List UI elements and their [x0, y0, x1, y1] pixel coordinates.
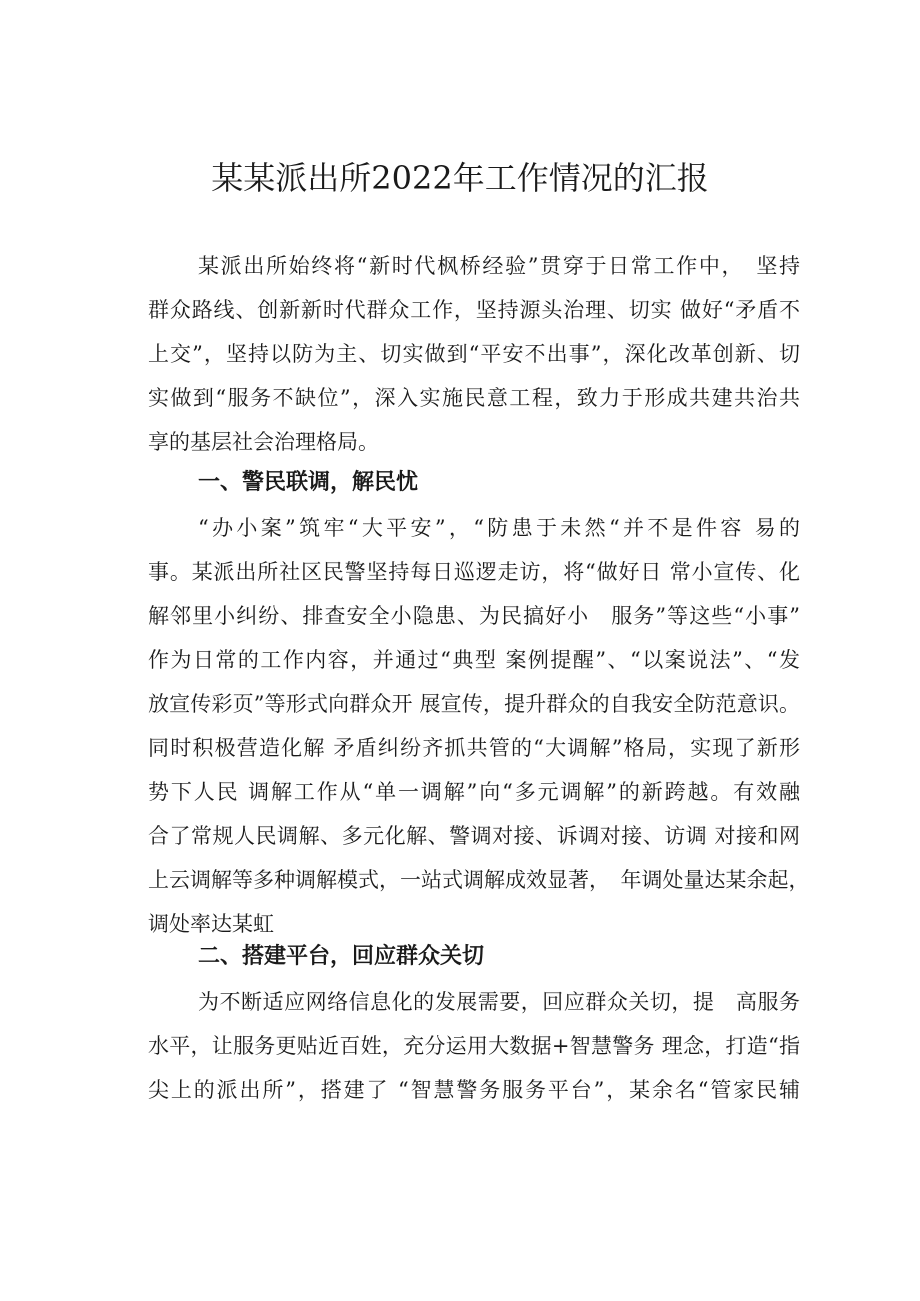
paragraph-line: 作为日常的工作内容，并通过“典型 案例提醒”、“以案说法”、“发 — [148, 648, 800, 672]
section-2-paragraph — [148, 980, 800, 1112]
paragraph-line: 调处率达某虹 — [148, 912, 274, 936]
intro-paragraph — [148, 244, 800, 464]
paragraph-line: 合了常规人民调解、多元化解、警调对接、诉调对接、访调 对接和网 — [148, 824, 800, 848]
paragraph-line: 群众路线、创新新时代群众工作，坚持源头治理、切实 做好“矛盾不 — [148, 298, 800, 322]
paragraph-line: 上交”，坚持以防为主、切实做到“平安不出事”，深化改革创新、切 — [148, 342, 800, 366]
paragraph-line: 上云调解等多种调解模式，一站式调解成效显著， 年调处量达某余起， — [148, 868, 810, 892]
section-1-paragraph — [148, 506, 810, 946]
paragraph-line: 实做到“服务不缺位”，深入实施民意工程，致力于形成共建共治共 — [148, 386, 800, 410]
section-heading: 二、搭建平台，回应群众关切 — [198, 944, 485, 969]
paragraph-line: 水平，让服务更贴近百姓，充分运用大数据+智慧警务 理念，打造“指 — [148, 1034, 800, 1058]
paragraph-line: 某派出所始终将“新时代枫桥经验”贯穿于日常工作中， 坚持 — [198, 254, 800, 278]
document-title: 某某派出所2022年工作情况的汇报 — [211, 159, 709, 197]
paragraph-line: 为不断适应网络信息化的发展需要，回应群众关切，提 高服务 — [198, 990, 800, 1014]
paragraph-line: 同时积极营造化解 矛盾纠纷齐抓共管的“大调解”格局，实现了新形 — [148, 736, 800, 760]
paragraph-line: 放宣传彩页”等形式向群众开 展宣传，提升群众的自我安全防范意识。 — [148, 692, 800, 716]
section-2 — [148, 934, 800, 980]
paragraph-line: 尖上的派出所”，搭建了 “智慧警务服务平台”，某余名“管家民辅 — [148, 1078, 800, 1102]
paragraph-line: 解邻里小纠纷、排查安全小隐患、为民搞好小 服务”等这些“小事” — [148, 604, 800, 628]
section-1 — [148, 460, 800, 506]
paragraph-line: 享的基层社会治理格局。 — [148, 430, 379, 454]
paragraph-line: 势下人民 调解工作从“单一调解”向“多元调解”的新跨越。有效融 — [148, 780, 800, 804]
section-heading: 一、警民联调，解民忧 — [198, 470, 419, 495]
paragraph-line: “办小案”筑牢“大平安”，“防患于未然“并不是件容 易的 — [198, 516, 800, 540]
paragraph-line: 事。某派出所社区民警坚持每日巡逻走访，将“做好日 常小宣传、化 — [148, 560, 800, 584]
